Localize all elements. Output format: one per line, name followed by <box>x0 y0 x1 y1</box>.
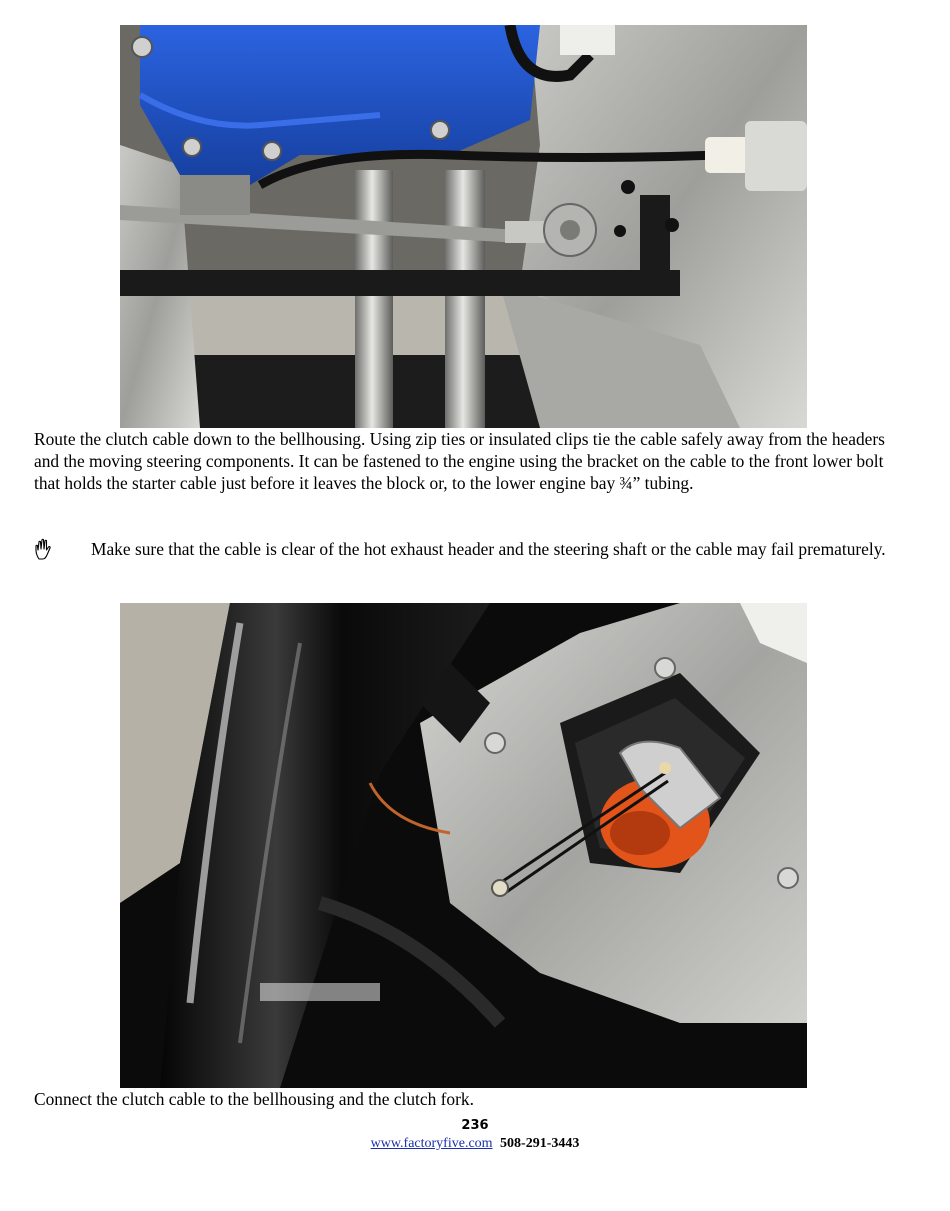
engine-bay-illustration <box>120 25 807 428</box>
contact-line <box>0 1134 950 1154</box>
page-number: 236 <box>461 1118 489 1133</box>
website-link[interactable]: www.factoryfive.com <box>370 1136 493 1151</box>
connect-cable-paragraph: Connect the clutch cable to the bellhousing and the clutch fork. <box>34 1089 474 1109</box>
hand-icon <box>34 538 54 560</box>
phone-number: 508-291-3443 <box>500 1136 580 1151</box>
bellhousing-photo <box>120 603 807 1088</box>
engine-bay-photo <box>120 25 807 428</box>
bellhousing-illustration <box>120 603 807 1088</box>
caution-note-text: Make sure that the cable is clear of the hot exhaust header and the steering shaft or the cable may fail prematurely. <box>91 539 886 559</box>
page-footer <box>0 1118 950 1154</box>
route-cable-paragraph: Route the clutch cable down to the bellhousing. Using zip ties or insulated clips tie the cable safely away from the headers and the moving steering components. It can be fastened to the engine using the bracket on the cable to the front lower bolt that holds the starter cable just before it leaves the block or, to the lower engine bay ¾” tubing. <box>34 429 885 493</box>
